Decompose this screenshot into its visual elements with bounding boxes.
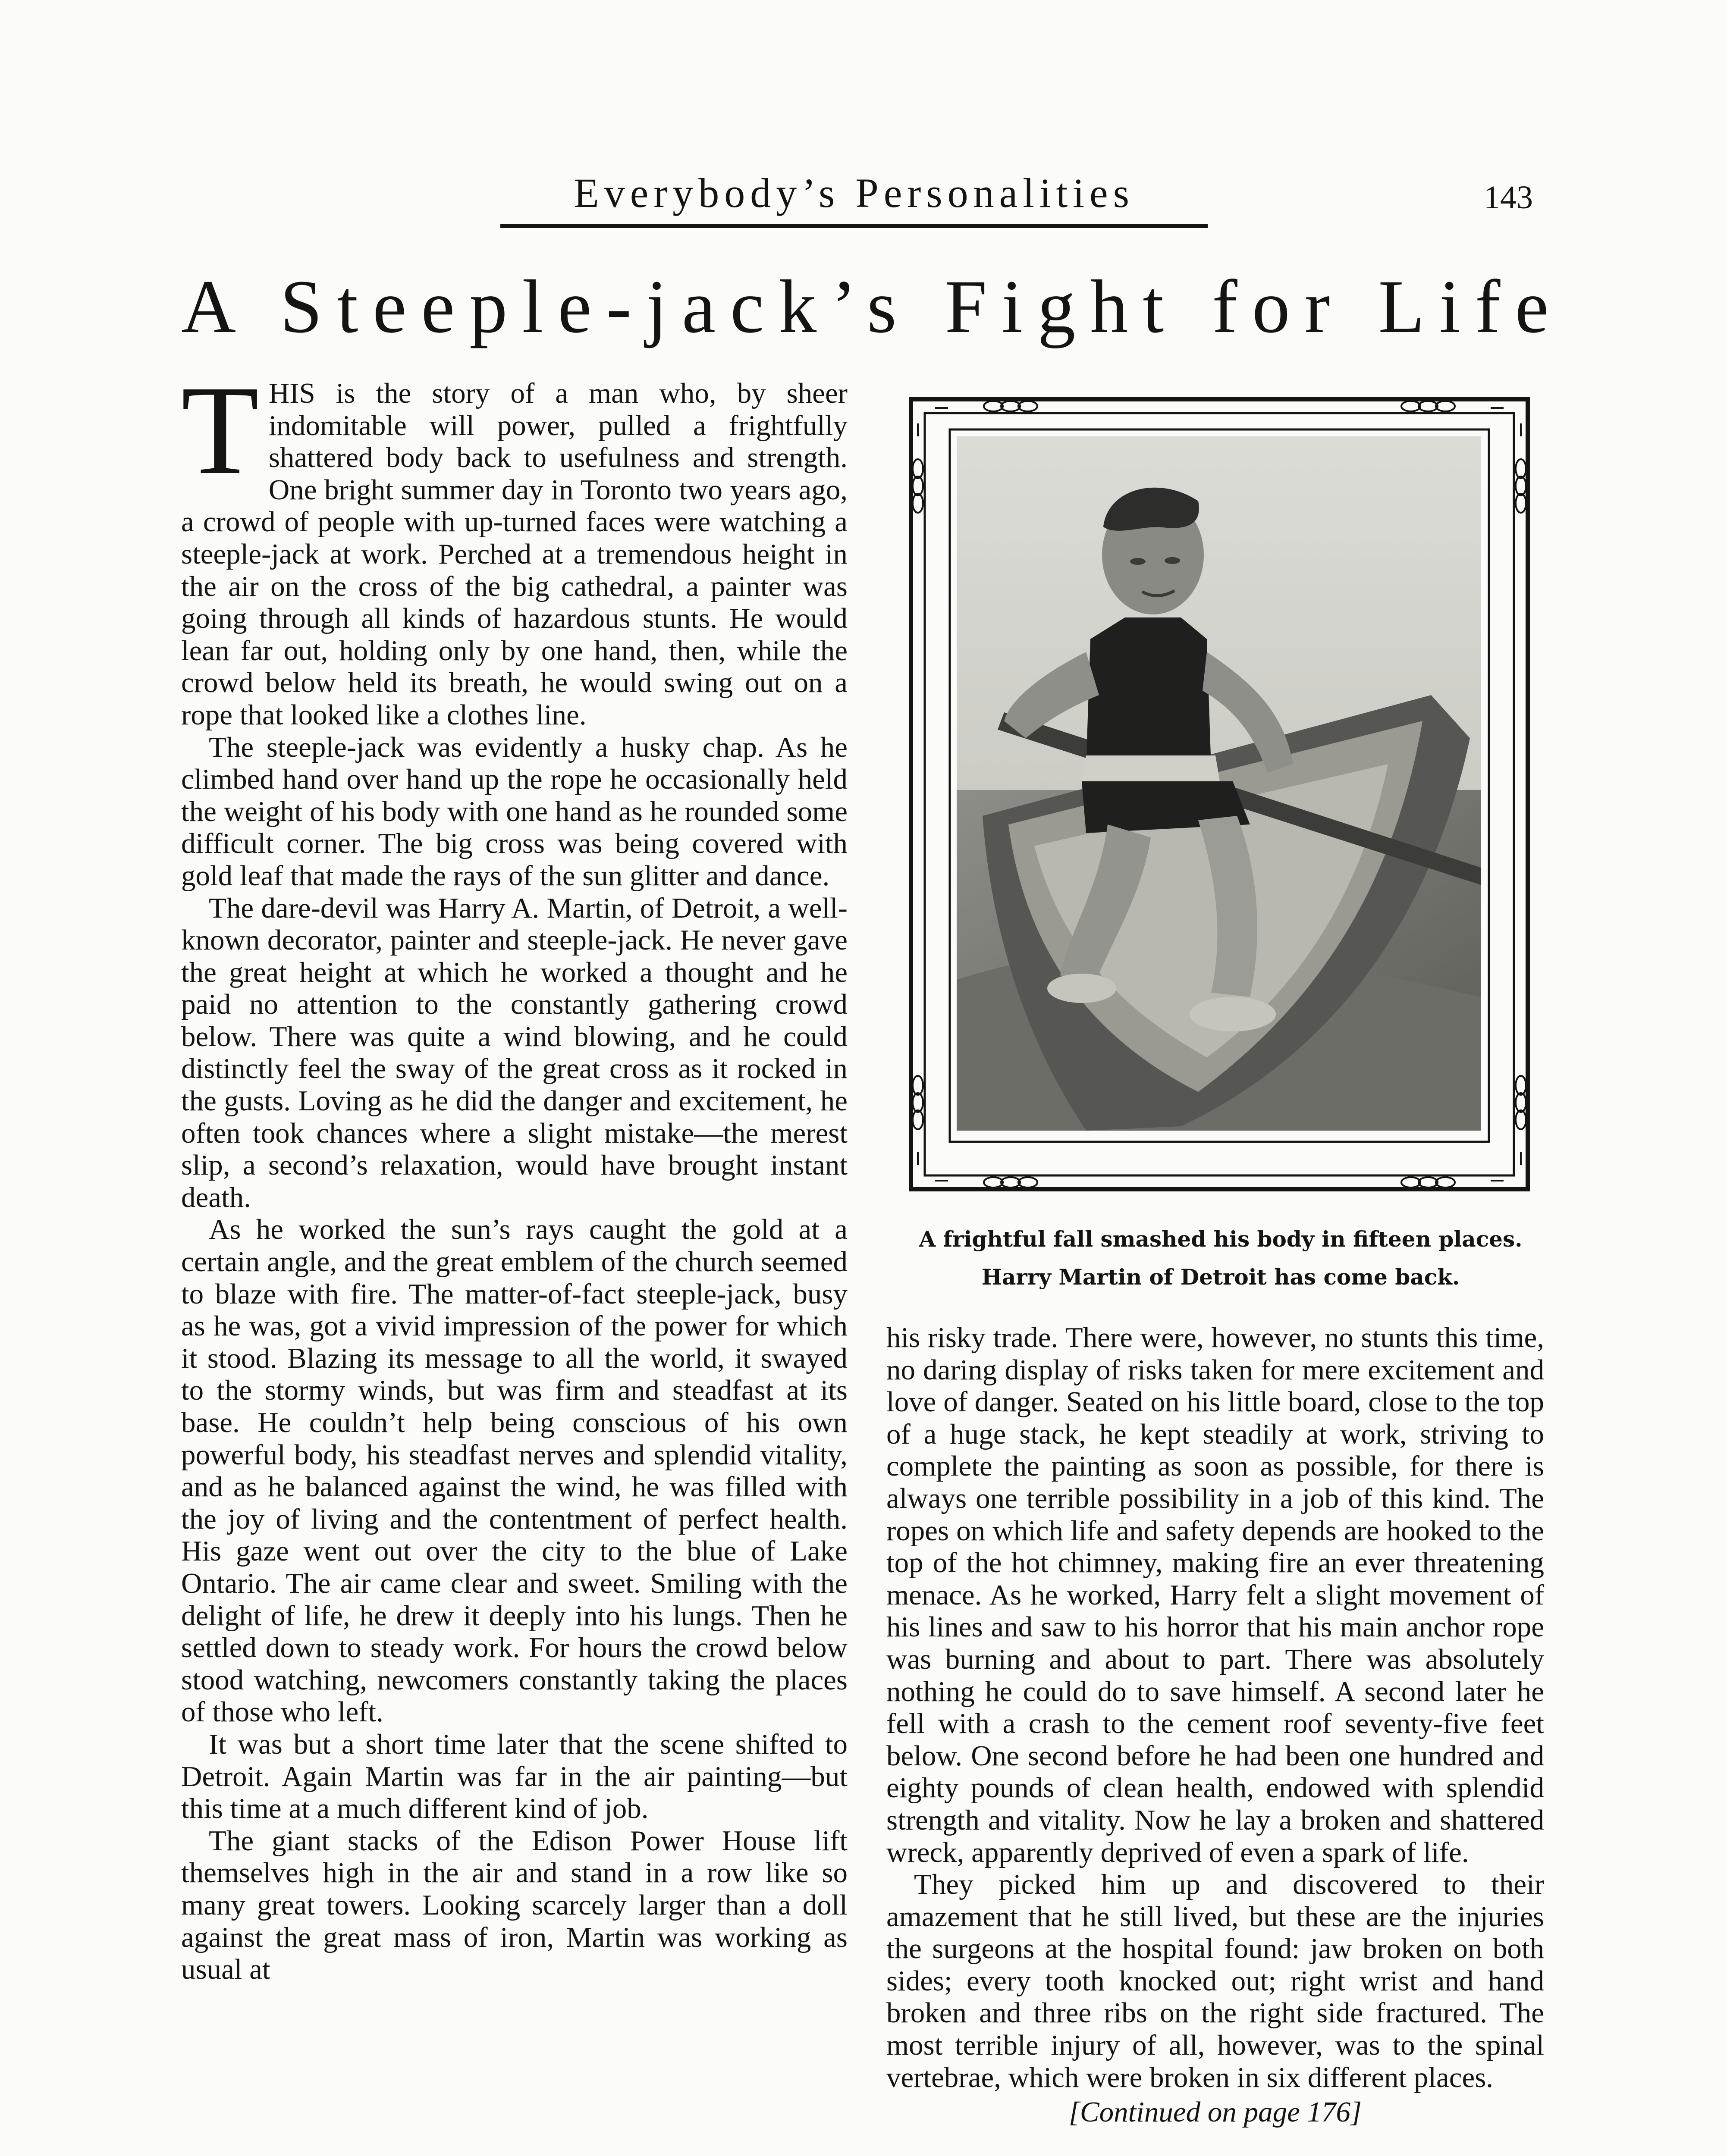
header-rule: [500, 224, 1208, 228]
article-paragraph-5: It was but a short time later that the scene shifted to Detroit. Again Martin was far in the air painting—but this time at a much different kind of job.: [181, 1728, 848, 1825]
article-paragraph-4: As he worked the sun’s rays caught the gold at a certain angle, and the great emblem of the church seemed to blaze with fire. The matter-of-fact steeple-jack, busy as he was, got a vivid impression of the power for which it stood. Blazing its message to all the world, it swayed to the stormy winds, but was firm and steadfast at its base. He couldn’t help being conscious of his own powerful body, his steadfast nerves and splendid vitality, and as he balanced against the wind, he was filled with the joy of living and the contentment of perfect health. His gaze went out over the city to the blue of Lake Ontario. The air came clear and sweet. Smiling with the delight of life, he drew it deeply into his lungs. Then he settled down to steady work. For hours the crowd below stood watching, newcomers constantly taking the places of those who left.: [181, 1213, 848, 1728]
article-paragraph-6: The giant stacks of the Edison Power House lift themselves high in the air and stand in a row like so many great towers. Looking scarcely larger than a doll against the great mass of iron, Martin was working as usual at: [181, 1824, 848, 1986]
drop-cap: T: [181, 360, 259, 501]
article-column-right: [886, 1322, 1544, 2128]
article-column-left: [181, 360, 848, 1986]
article-paragraph-2: The steeple-jack was evidently a husky chap. As he climbed hand over hand up the rope he occasionally held the weight of his body with one hand as he rounded some difficult corner. The big cross was being covered with gold leaf that made the rays of the sun glitter and dance.: [181, 731, 848, 892]
page-number: 143: [1484, 179, 1533, 216]
article-paragraph-3: The dare-devil was Harry A. Martin, of Detroit, a well-known decorator, painter and steeple-jack. He never gave the great height at which he worked a thought and he paid no attention to the constantly gathering crowd below. There was quite a wind blowing, and he could distinctly feel the sway of the great cross as it rocked in the gusts. Loving as he did the danger and excitement, he often took chances where a slight mistake—the merest slip, a second’s relaxation, would have brought instant death.: [181, 892, 848, 1213]
section-header: Everybody’s Personalities: [574, 170, 1134, 216]
article-paragraph-7: his risky trade. There were, however, no stunts this time, no daring display of risks taken for mere excitement and love of danger. Seated on his little board, close to the top of a huge stack, he kept steadily at work, striving to complete the painting as soon as possible, for there is always one terrible possibility in a job of this kind. The ropes on which life and safety depends are hooked to the top of the hot chimney, making fire an ever threatening menace. As he worked, Harry felt a slight movement of his lines and saw to his horror that his main anchor rope was burning and about to part. There was absolutely nothing he could do to save himself. A second later he fell with a crash to the cement roof seventy-five feet below. One second before he had been one hundred and eighty pounds of clean health, endowed with splendid strength and vitality. Now he lay a broken and shattered wreck, apparently deprived of even a spark of life.: [886, 1322, 1544, 1868]
paragraph-text: HIS is the story of a man who, by sheer indomitable will power, pulled a frightfully shattered body back to usefulness and strength. One bright summer day in Toronto two years ago, a crowd of people with up-turned faces were watching a steeple-jack at work. Perched at a tremendous height in the air on the cross of the big cathedral, a painter was going through all kinds of hazardous stunts. He would lean far out, holding only by one hand, then, while the crowd below held its breath, he would swing out on a rope that looked like a clothes line.: [181, 377, 848, 731]
photo-rower-in-boat: [957, 436, 1481, 1131]
article-title: A Steeple-jack’s Fight for Life: [181, 265, 1564, 349]
article-paragraph-8: They picked him up and discovered to their amazement that he still lived, but these are the injuries the surgeons at the hospital found: jaw broken on both sides; every tooth knocked out; right wrist and hand broken and three ribs on the right side fractured. The most terrible injury of all, however, was to the spinal vertebrae, which were broken in six different places.: [886, 1868, 1544, 2093]
article-paragraph-1: [181, 360, 848, 731]
photo-caption: [889, 1220, 1553, 1296]
caption-line-1: A frightful fall smashed his body in fifteen places.: [919, 1226, 1523, 1252]
caption-line-2: Harry Martin of Detroit has come back.: [981, 1264, 1460, 1290]
continued-notice: [Continued on page 176]: [1068, 2096, 1362, 2128]
